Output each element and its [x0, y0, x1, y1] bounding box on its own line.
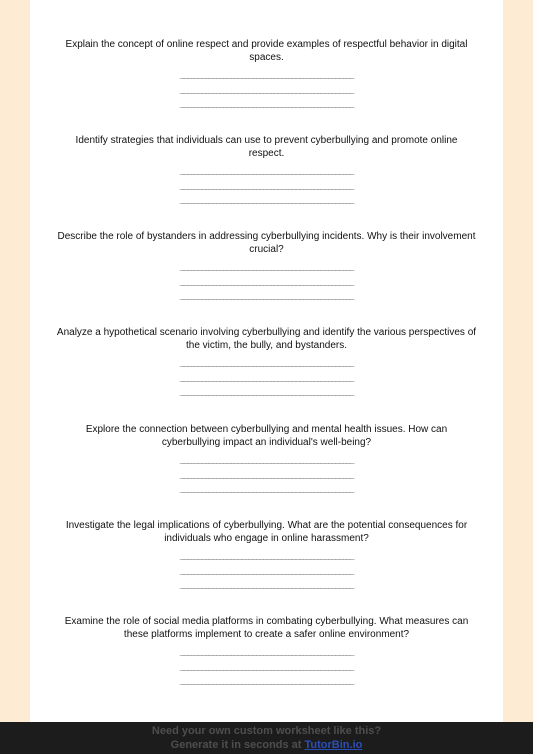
promo-line-1: Need your own custom worksheet like this? [151, 725, 382, 737]
question-prompt: Explain the concept of online respect and provide examples of respectful behavior in digital spaces. [65, 39, 468, 63]
answer-line[interactable]: ________________________________________________ [179, 276, 354, 286]
answer-line[interactable]: ________________________________________________ [179, 676, 354, 685]
promo-prefix: Generate it in seconds at [170, 739, 305, 751]
answer-lines [30, 453, 503, 497]
answer-line[interactable]: ________________________________________________ [179, 358, 354, 367]
answer-line[interactable]: ________________________________________________ [179, 661, 354, 671]
answer-line[interactable]: ________________________________________________ [179, 70, 354, 79]
question-7 [30, 615, 503, 689]
answer-line[interactable]: ________________________________________________ [179, 469, 354, 479]
question-prompt: Examine the role of social media platforms in combating cyberbullying. What measures can these platforms implement to create a safer online environment? [64, 616, 469, 640]
question-3 [30, 230, 503, 304]
answer-line[interactable]: ________________________________________________ [179, 180, 354, 190]
worksheet-page [30, 0, 503, 722]
question-1 [30, 38, 503, 112]
answer-lines [30, 356, 503, 400]
answer-line[interactable]: ________________________________________________ [179, 166, 354, 175]
question-prompt: Describe the role of bystanders in addressing cyberbullying incidents. Why is their involvement crucial? [57, 231, 476, 255]
question-5 [30, 423, 503, 497]
question-prompt: Identify strategies that individuals can use to prevent cyberbullying and promote online respect. [75, 135, 458, 159]
answer-lines [30, 68, 503, 112]
answer-line[interactable]: ________________________________________________ [179, 99, 354, 108]
answer-line[interactable]: ________________________________________________ [179, 647, 354, 656]
question-2 [30, 134, 503, 208]
question-4 [30, 326, 503, 400]
answer-line[interactable]: ________________________________________________ [179, 484, 354, 493]
answer-lines [30, 164, 503, 208]
answer-line[interactable]: ________________________________________________ [179, 372, 354, 382]
tutorbin-link[interactable]: TutorBin.io [304, 739, 363, 751]
question-prompt: Analyze a hypothetical scenario involving cyberbullying and identify the various perspectives of the victim, the bully, and bystanders. [56, 327, 477, 351]
answer-line[interactable]: ________________________________________________ [179, 455, 354, 464]
answer-line[interactable]: ________________________________________________ [179, 387, 354, 396]
answer-line[interactable]: ________________________________________________ [179, 580, 354, 589]
answer-line[interactable]: ________________________________________________ [179, 262, 354, 271]
answer-lines [30, 549, 503, 593]
answer-line[interactable]: ________________________________________________ [179, 565, 354, 575]
answer-line[interactable]: ________________________________________________ [179, 551, 354, 560]
question-prompt: Explore the connection between cyberbullying and mental health issues. How can cyberbullying impact an individual's well-being? [85, 424, 448, 448]
question-prompt: Investigate the legal implications of cyberbullying. What are the potential consequences for individuals who engage in online harassment? [65, 520, 468, 544]
promo-line-2 [0, 738, 533, 752]
answer-lines [30, 645, 503, 689]
answer-line[interactable]: ________________________________________________ [179, 291, 354, 300]
answer-line[interactable]: ________________________________________________ [179, 84, 354, 94]
answer-lines [30, 260, 503, 304]
promo-banner [0, 722, 533, 754]
answer-line[interactable]: ________________________________________________ [179, 195, 354, 204]
question-6 [30, 519, 503, 593]
